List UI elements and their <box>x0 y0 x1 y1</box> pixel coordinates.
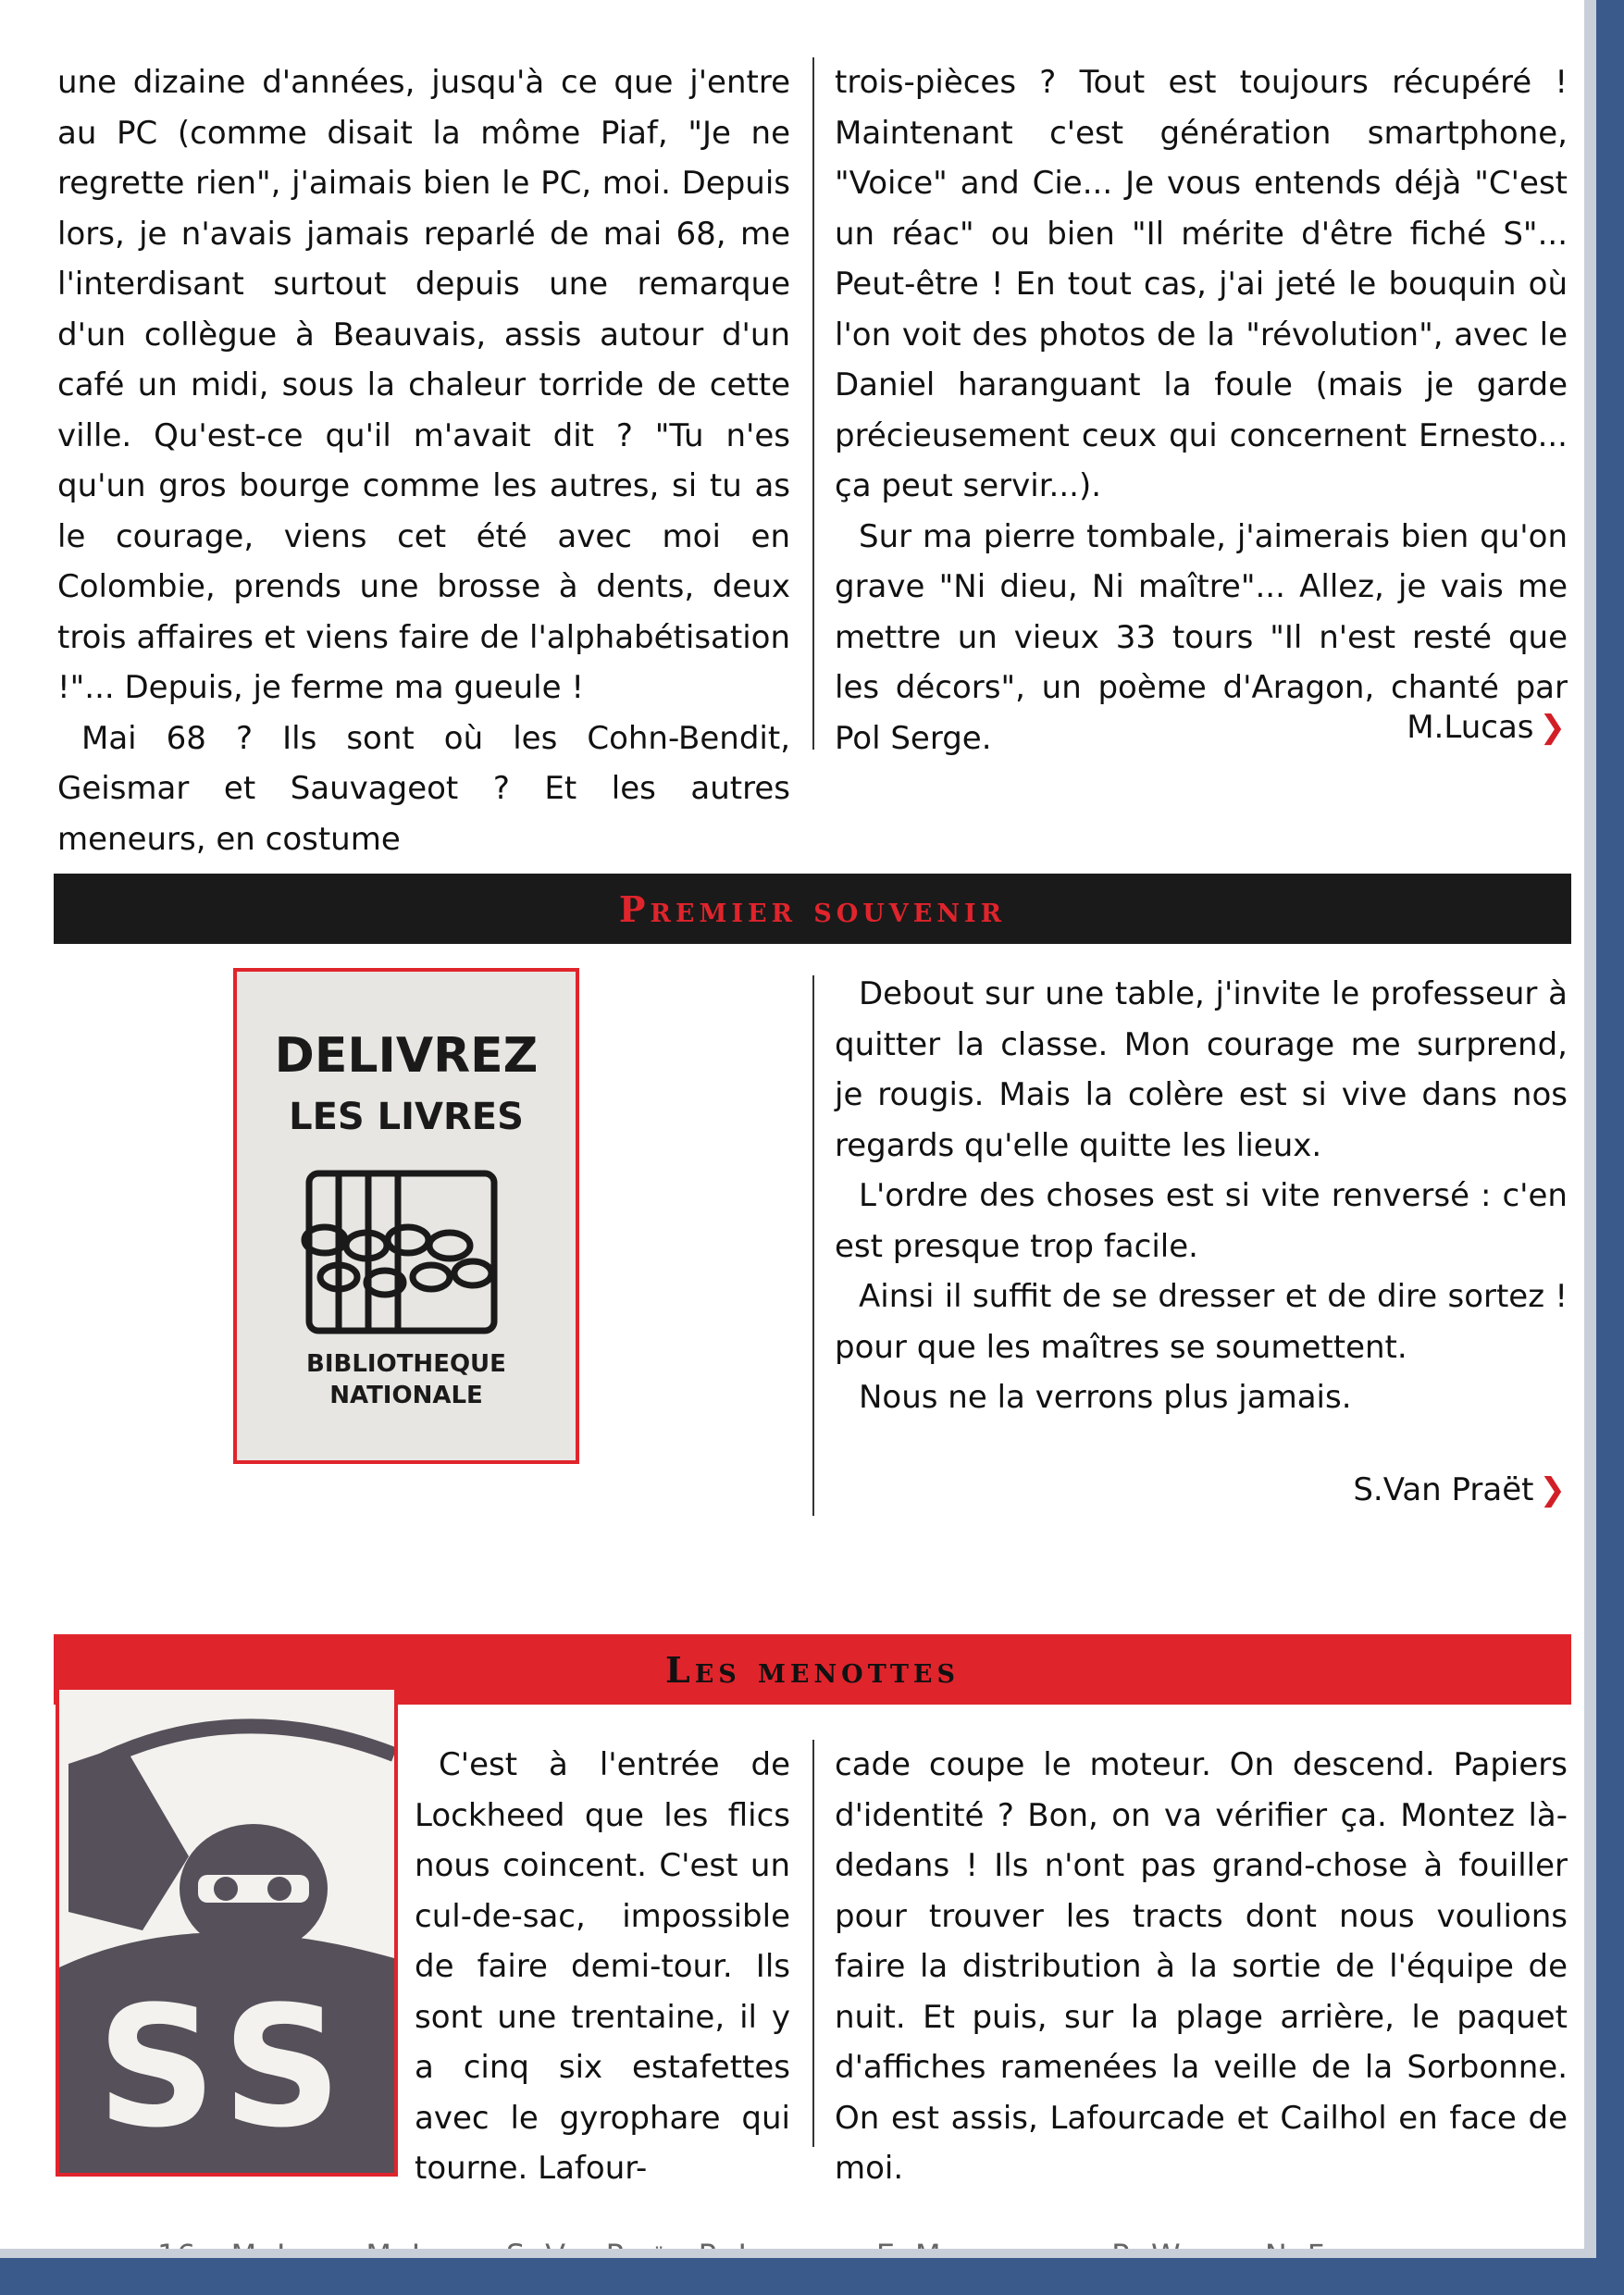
ss-insignia: SS <box>96 1971 355 2165</box>
paragraph: Debout sur une table, j'invite le professeur à quitter la classe. Mon courage me surprend, je rougis. Mais la colère est si vive dans nos regards qu'elle quitte les lieux. <box>835 975 1568 1164</box>
poster-line3: BIBLIOTHEQUE <box>306 1350 506 1378</box>
section2-right-column <box>835 969 1568 1423</box>
section3-right-column <box>835 1740 1568 2194</box>
book-chain-illustration <box>237 972 576 1460</box>
paragraph: Nous ne la verrons plus jamais. <box>859 1379 1352 1416</box>
poster-line1: DELIVREZ <box>274 1028 539 1084</box>
paragraph: une dizaine d'années, jusqu'à ce que j'entre au PC (comme disait la môme Piaf, "Je ne regrette rien", j'aimais bien le PC, moi. Depuis lors, je n'avais jamais reparlé de mai 68, me l'interdisant surtout depuis une remarque d'un collègue à Beauvais, assis autour d'un café un midi, sous la chaleur torride de cette ville. Qu'est-ce qu'il m'avait dit ? "Tu n'es qu'un gros bourge comme les autres, si tu as le courage, viens cet été avec moi en Colombie, prends une brosse à dents, deux trois affaires et viens faire de l'alphabétisation !"... Depuis, je ferme ma gueule ! <box>57 64 790 706</box>
paragraph: trois-pièces ? Tout est toujours récupéré ! Maintenant c'est génération smartphone, "Voice" and Cie... Je vous entends déjà "C'est un réac" ou bien "Il mérite d'être fiché S"... Peut-être ! En tout cas, j'ai jeté le bouquin où l'on voit des photos de la "révolution", avec le Daniel haranguant la foule (mais je garde précieusement ceux qui concernent Ernesto... ça peut servir...). <box>835 64 1568 504</box>
riot-police-illustration <box>59 1690 394 2173</box>
section1-left-column <box>57 57 790 864</box>
paragraph: L'ordre des choses est si vite renversé : c'en est presque trop facile. <box>835 1177 1568 1265</box>
page-frame-bottom <box>0 2258 1624 2295</box>
poster-delivrez-les-livres <box>233 968 579 1464</box>
page-edge <box>1584 0 1596 2263</box>
page-frame-right <box>1596 0 1624 2295</box>
section1-right-column <box>835 57 1568 763</box>
paragraph: Sur ma pierre tombale, j'aimerais bien qu'on grave "Ni dieu, Ni maître"... Allez, je vais me mettre un vieux 33 tours "Il n'est resté que les décors", un poème d'Aragon, chanté par Pol Serge. <box>835 517 1568 757</box>
poster-line2: LES LIVRES <box>289 1096 524 1138</box>
paragraph: Mai 68 ? Ils sont où les Cohn-Bendit, Geismar et Sauvageot ? Et les autres meneurs, en costume <box>57 719 790 858</box>
paragraph: C'est à l'entrée de Lockheed que les flics nous coincent. C'est un cul-de-sac, impossible de faire demi-tour. Ils sont une trentaine, il y a cinq six estafettes avec le gyrophare qui tourne. Lafour- <box>415 1746 790 2187</box>
section3-left-column <box>415 1740 790 2194</box>
section-title: Premier souvenir <box>618 887 1007 930</box>
column-divider <box>812 975 814 1516</box>
signature-lucas: M.Lucas ❯ <box>1407 709 1566 746</box>
signature-van-praet: S.Van Praët ❯ <box>1353 1471 1566 1508</box>
poster-crs-ss <box>56 1686 398 2177</box>
poster-line4: NATIONALE <box>329 1382 483 1409</box>
section-banner-premier-souvenir <box>54 874 1571 944</box>
paragraph: cade coupe le moteur. On descend. Papiers d'identité ? Bon, on va vérifier ça. Montez là-dedans ! Ils n'ont pas grand-chose à fouiller pour trouver les tracts dont nous voulions faire la distribution à la sortie de l'équipe de nuit. Et puis, sur la plage arrière, le paquet d'affiches ramenées la veille de la Sorbonne. On est assis, Lafourcade et Cailhol en face de moi. <box>835 1746 1568 2187</box>
column-divider <box>812 57 814 750</box>
arrow-icon: ❯ <box>1539 709 1566 746</box>
column-divider <box>812 1740 814 2147</box>
section-title: Les menottes <box>665 1648 960 1691</box>
arrow-icon: ❯ <box>1539 1471 1566 1508</box>
paragraph: Ainsi il suffit de se dresser et de dire sortez ! pour que les maîtres se soumettent. <box>835 1278 1568 1366</box>
